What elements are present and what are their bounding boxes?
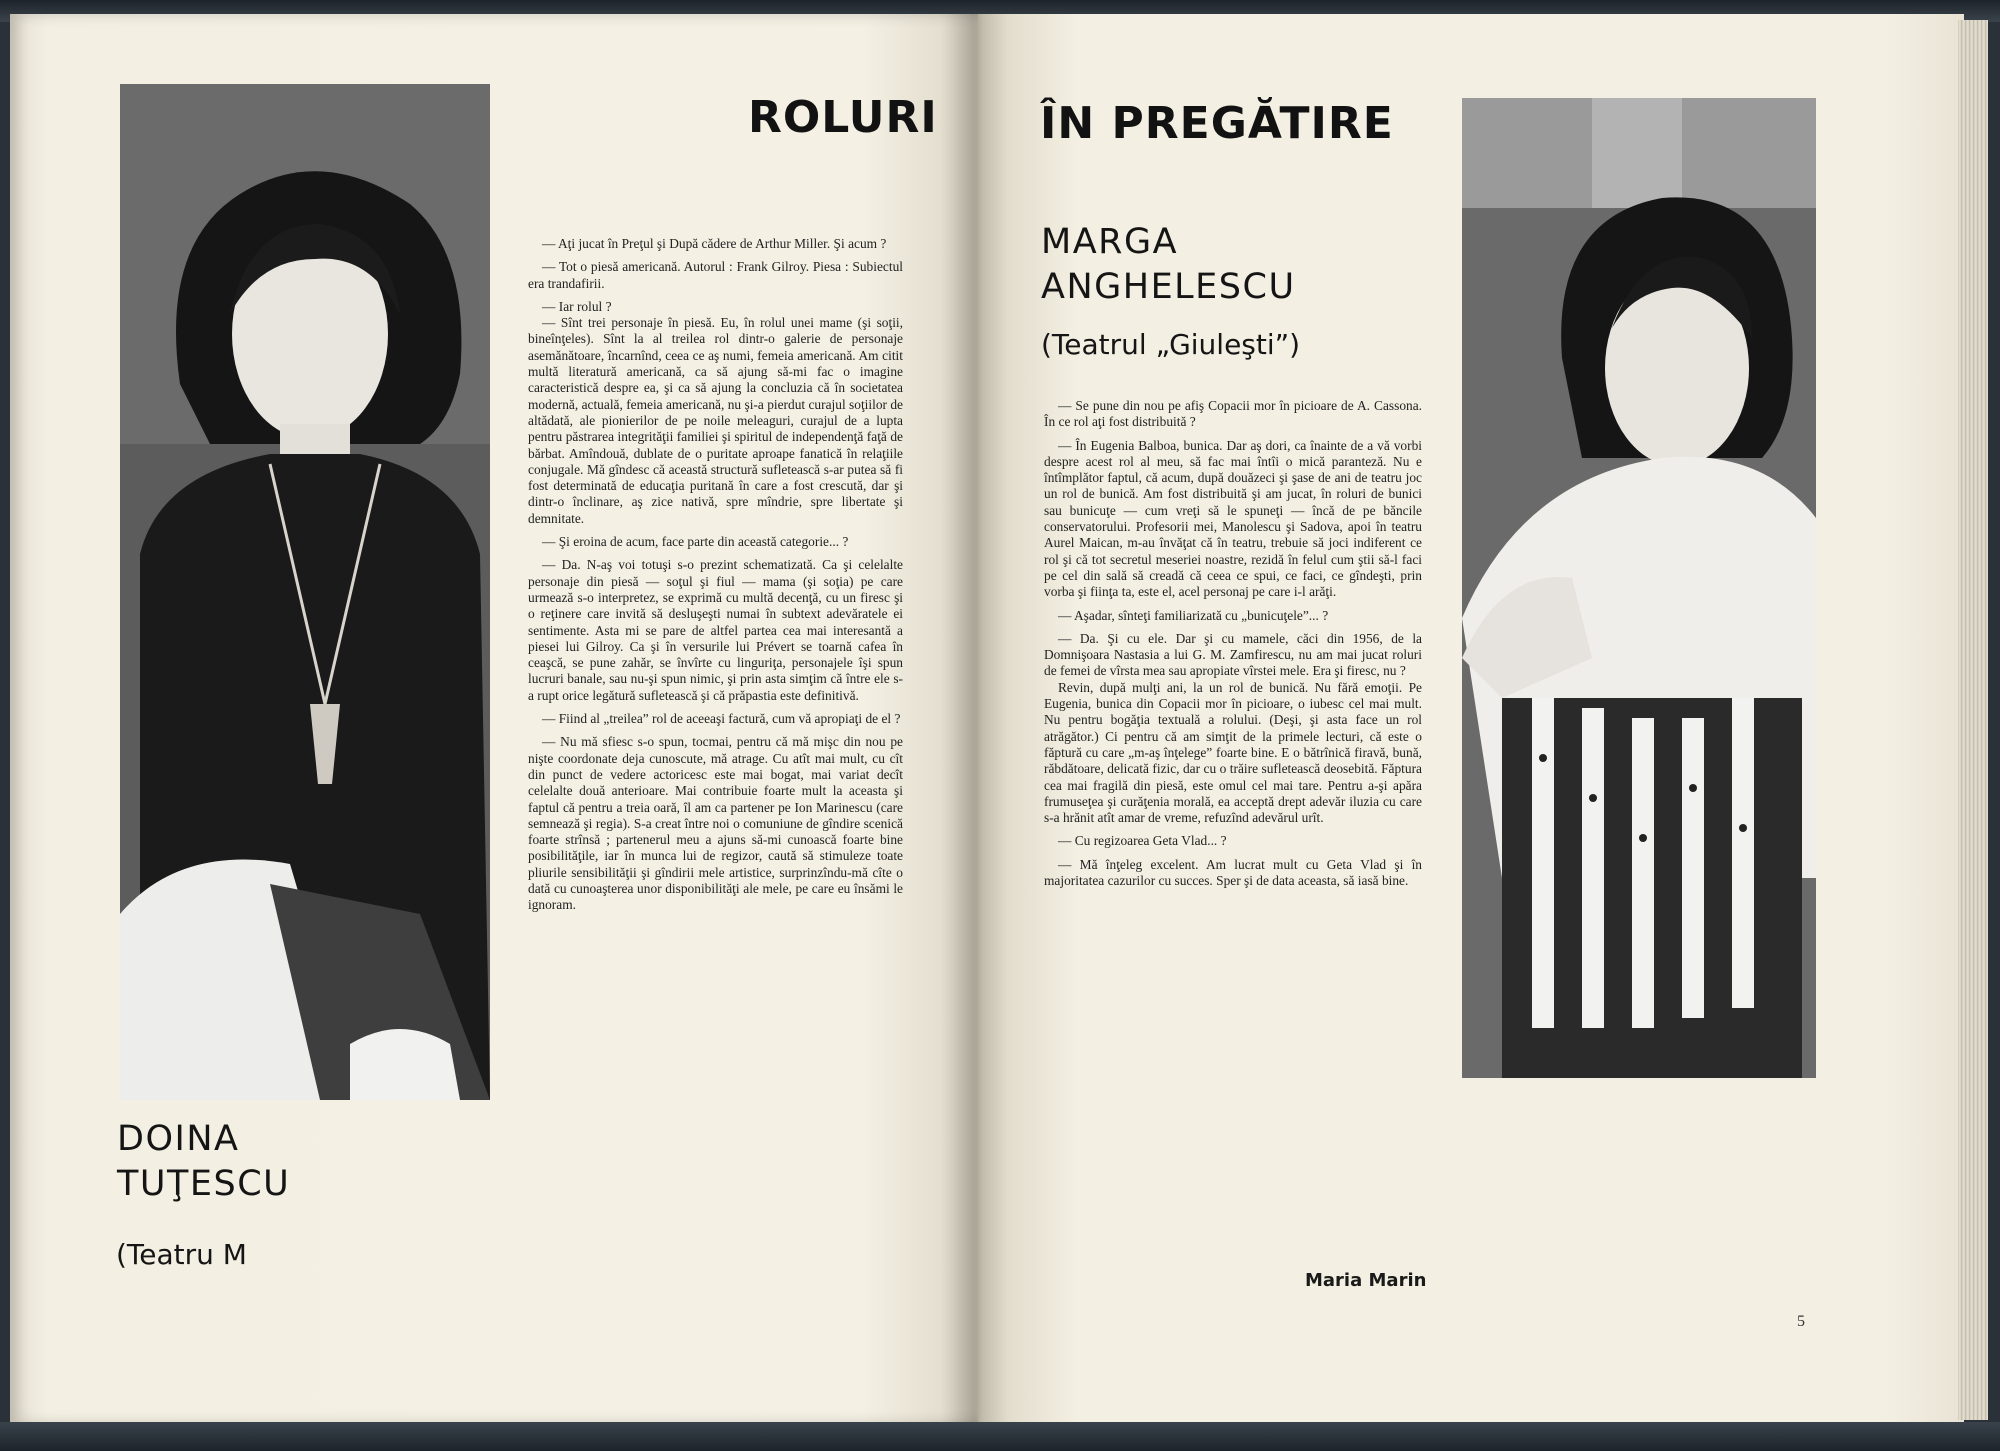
paragraph: — Aşadar, sînteţi familiarizată cu „bunicuţele”... ? xyxy=(1058,607,1329,623)
paragraph: — Aţi jucat în Preţul şi După cădere de Arthur Miller. Şi acum ? xyxy=(542,236,887,251)
actor-name-marga-anghelescu xyxy=(1041,220,1296,310)
paragraph: — Cu regizoarea Geta Vlad... ? xyxy=(1058,833,1227,849)
paragraph: — Mă înţeleg excelent. Am lucrat mult cu Geta Vlad şi în majoritatea cazurilor cu succes. Sper şi de data aceasta, să iasă bine. xyxy=(1044,856,1422,889)
actor-theatre: (Teatru M xyxy=(116,1238,247,1271)
interview-marga-anghelescu xyxy=(1044,398,1422,896)
actor-first-name: MARGA xyxy=(1041,222,1179,262)
actor-first-name: DOINA xyxy=(117,1119,240,1159)
heading-in-pregatire: ÎN PREGĂTIRE xyxy=(1040,98,1394,149)
page-edges xyxy=(1958,20,1988,1420)
binding-bottom xyxy=(0,1422,2000,1451)
actor-theatre: (Teatrul „Giuleşti”) xyxy=(1041,328,1301,361)
page-number: 5 xyxy=(1797,1313,1805,1330)
paragraph: — În Eugenia Balboa, bunica. Dar aş dori, ca înainte de a vă vorbi despre acest rol al meu, să fac mai întîi o mică paranteză. Nu e întîmplător faptul, că acum, după douăzeci şi şase de ani de teatru joc un rol de bunică. Am fost distribuită şi am jucat, în roluri de bunici sau bunicuţe — cum vreţi să le spuneţi — încă de pe băncile conservatorului. Profesorii mei, Manolescu şi Sadova, apoi în teatru Aurel Maican, m-au învăţat că în teatru, trebuie să joci indiferent ce rol şi că tot secretul meseriei noastre, rezidă în felul cum ştii să-l faci pe cel din sală să creadă că ceea ce spui, ce faci, ce gîndeşti, prin vorba şi fiinţa ta, este el, acel personaj pe care i-l arăţi. xyxy=(1044,437,1422,600)
gutter-shadow xyxy=(940,14,1010,1424)
author-byline: Maria Marin xyxy=(1305,1270,1427,1291)
paragraph: — Fiind al „treilea” rol de aceeaşi factură, cum vă apropiaţi de el ? xyxy=(542,711,901,727)
paragraph: — Nu mă sfiesc s-o spun, tocmai, pentru că mă mişc din nou pe nişte coordonate deja cunoscute, mă atrage. Cu atît mai mult, cu cît din punct de vedere actoricesc este mai bogat, mai variat decît celelalte două anterioare. Mai contribuie foarte mult la aceasta şi faptul că pentru a treia oară, îl am ca partener pe Ion Marinescu (care semnează şi regia). S-a creat între noi o comuniune de gîndire scenică foarte strînsă ; partenerul meu a ajuns să-mi cunoască foarte bine posibilităţile, iar în munca lui de regizor, caută să stimuleze toate pliurile sensibilităţii şi gîndirii mele artistice, surprinzîndu-mă cîte o dată cu cunoaşterea unor disponibilităţi ale mele, pe care eu însămi le ignoram. xyxy=(528,734,903,913)
paragraph: Revin, după mulţi ani, la un rol de bunică. Nu fără emoţii. Pe Eugenia, bunica din Copacii mor în picioare, o iubesc cel mai mult. Nu pentru bogăţia textuală a rolului. (Deşi, şi asta face un rol atrăgător.) Ci pentru că am simţit de la primele lecturi, că este o făptură cu care „m-aş înţelege” foarte bine. E o bătrînică firavă, bună, răbdătoare, delicată fizic, dar cu o trăire sufletească deosebită. Făptura cea mai fragilă din piesă, este omul cel mai tare. Pentru a-şi apăra frumuseţea şi curăţenia morală, ea acceptă drept adevăr iluzia cu care s-a hrănit atît amar de vreme, refuzînd adevărul urît. xyxy=(1044,679,1422,826)
paragraph: — Tot o piesă americană. Autorul : Frank Gilroy. Piesa : Subiectul era trandafirii. xyxy=(528,259,903,291)
heading-roluri: ROLURI xyxy=(748,92,938,143)
doina-tutescu-photo xyxy=(120,84,490,1100)
marga-anghelescu-photo xyxy=(1462,98,1816,1078)
paragraph: — Sînt trei personaje în piesă. Eu, în rolul unei mame (şi soţii, bineînţeles). Sînt la al treilea rol dintr-o galerie de personaje asemănătoare, încarnînd, ceea ce aş numi, femeia americană. Am citit multă literatură americană, ca să ajung să-mi fac o imagine caracteristică despre ea, şi ca să ajung la concluzia că în societatea modernă, actuală, femeia americană, nu şi-a pierdut curajul soţiilor de altădată, ale pionierilor de pe noile meleaguri, curajul de a lupta pentru păstrarea integrităţii familiei şi spiritul de independenţă faţă de bărbat. Amîndouă, dublate de o puritate aproape fanatică în relaţiile conjugale. Mă gîndesc că această structură sufletească s-ar putea să fi fost determinată de educaţia puritană în care a fost crescută, dar şi dintr-o înclinare, aş zice nativă, spre mîndrie, spre libertate şi demnitate. xyxy=(528,315,903,526)
paragraph: — Şi eroina de acum, face parte din această categorie... ? xyxy=(542,534,849,550)
actor-last-name: ANGHELESCU xyxy=(1041,267,1296,307)
paragraph: — Se pune din nou pe afiş Copacii mor în picioare de A. Cassona. În ce rol aţi fost distribuită ? xyxy=(1044,398,1422,430)
paragraph: — Da. N-aş voi totuşi s-o prezint schematizată. Ca şi celelalte personaje din piesă — soţul şi fiul — mama (şi soţia) pe care urmează s-o interpretez, se exprimă cu multă decenţă, cu un firesc şi o reţinere care invită să desluşeşti numai în subtext adevăratele ei sentimente. Asta mi se pare de altfel partea cea mai interesantă a piesei lui Gilroy. Ca şi în versurile lui Prévert se toarnă cafea în ceaşcă, se pune zahăr, se învîrte cu linguriţa, personajele îşi spun lucruri banale, sau nu-şi spun nimic, şi prin asta simţim că între ele s-a rupt orice legătură sufletească şi că prăpastia este definitivă. xyxy=(528,557,903,703)
paragraph: — Da. Şi cu ele. Dar şi cu mamele, căci din 1956, de la Domnişoara Nastasia a lui G. M. Zamfirescu, nu am mai jucat roluri de femei de vîrsta mea sau apropiate vîrstei mele. Era şi firesc, nu ? xyxy=(1044,630,1422,679)
actor-last-name: TUŢESCU xyxy=(117,1164,291,1204)
interview-doina-tutescu xyxy=(528,236,903,921)
paragraph: — Iar rolul ? xyxy=(542,298,612,314)
actor-name-doina-tutescu xyxy=(117,1117,290,1207)
